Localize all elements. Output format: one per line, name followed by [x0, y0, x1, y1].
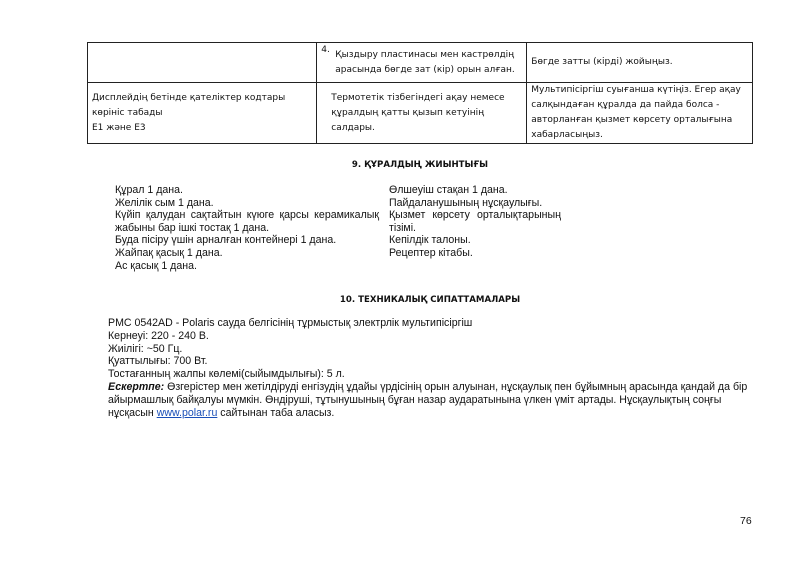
- model-line: PMC 0542AD - Polaris сауда белгісінің тұрмыстық электрлік мультипісіргіш: [108, 317, 473, 329]
- table-row: [88, 43, 753, 83]
- list-item: тізімі.: [389, 221, 416, 234]
- list-item: Пайдаланушының нұсқаулығы.: [389, 196, 543, 209]
- list-item: Желілік сым 1 дана.: [115, 196, 214, 209]
- technical-specs: [108, 317, 763, 419]
- website-link[interactable]: www.polar.ru: [156, 406, 218, 419]
- package-list-right: [389, 184, 561, 260]
- page-number: 76: [740, 515, 752, 527]
- list-item: Кепілдік талоны.: [389, 234, 471, 247]
- problem-cell: [88, 83, 317, 144]
- cause-cell: Термотетік тізбегіндегі ақау немесе құралдың қатты қызып кетуінің салдары.: [317, 83, 527, 144]
- list-item: Жайпақ қасық 1 дана.: [115, 246, 223, 259]
- troubleshooting-table: [87, 42, 753, 144]
- cause-cell: [317, 43, 527, 83]
- note-text: Өзгерістер мен жетілдіруді енгізудің ұдайы үрдісінің орын алуынан, нұсқаулық пен бұйымның арасында қандай да бір айырмашлық байқалуы мүмкін. Өндіруші, тұтынушының бұған назар аударатынына үлкен үміт артады. Нұсқаулықтың соңғы нұсқасын: [108, 380, 748, 419]
- list-item: Буда пісіру үшін арналған контейнері 1 дана.: [115, 234, 337, 247]
- solution-cell: Мультипісіргіш суығанша күтіңіз. Егер ақау салқындаған құралда да пайда болса - авторланған қызмет көрсету орталығына хабарласыңыз.: [527, 83, 753, 144]
- frequency-line: Жиілігі: ~50 Гц.: [108, 342, 183, 355]
- list-item: Рецептер кітабы.: [389, 246, 473, 259]
- error-codes: E1 және E3: [92, 122, 146, 133]
- section-heading-package: 9. ҚҰРАЛДЫҢ ЖИЫНТЫҒЫ: [351, 160, 489, 170]
- list-item: жабыны бар ішкі тостақ 1 дана.: [115, 221, 270, 234]
- power-line: Қуаттылығы: 700 Вт.: [108, 355, 208, 368]
- cause-text: Қыздыру пластинасы мен кастрөлдің арасында бөгде зат (кір) орын алған.: [335, 49, 515, 75]
- list-item: Өлшеуіш стақан 1 дана.: [389, 184, 508, 196]
- solution-cell: Бөгде затты (кірді) жойыңыз.: [527, 43, 753, 83]
- table-row: [88, 83, 753, 144]
- package-list-left: [115, 184, 379, 272]
- cause-number: 4.: [321, 45, 330, 55]
- note-end: сайтынан таба аласыз.: [217, 406, 335, 419]
- volume-line: Тостағанның жалпы көлемі(сыйымдылығы): 5 л.: [108, 368, 345, 381]
- voltage-line: Кернеуі: 220 - 240 В.: [108, 329, 209, 342]
- list-item: Ас қасық 1 дана.: [115, 259, 197, 272]
- section-heading-specs: 10. ТЕХНИКАЛЫҚ СИПАТТАМАЛАРЫ: [339, 295, 521, 305]
- problem-text: Дисплейдің бетінде қателіктер кодтары көрініс табады: [92, 92, 286, 118]
- note-paragraph: [108, 381, 763, 419]
- list-item: Құрал 1 дана.: [115, 184, 183, 196]
- list-item: Қызмет көрсету орталықтарының: [389, 209, 561, 222]
- problem-cell: [88, 43, 317, 83]
- list-item: Күйіп қалудан сақтайтын күюге қарсы керамикалық: [115, 209, 379, 222]
- note-label: Ескертпе:: [108, 380, 165, 393]
